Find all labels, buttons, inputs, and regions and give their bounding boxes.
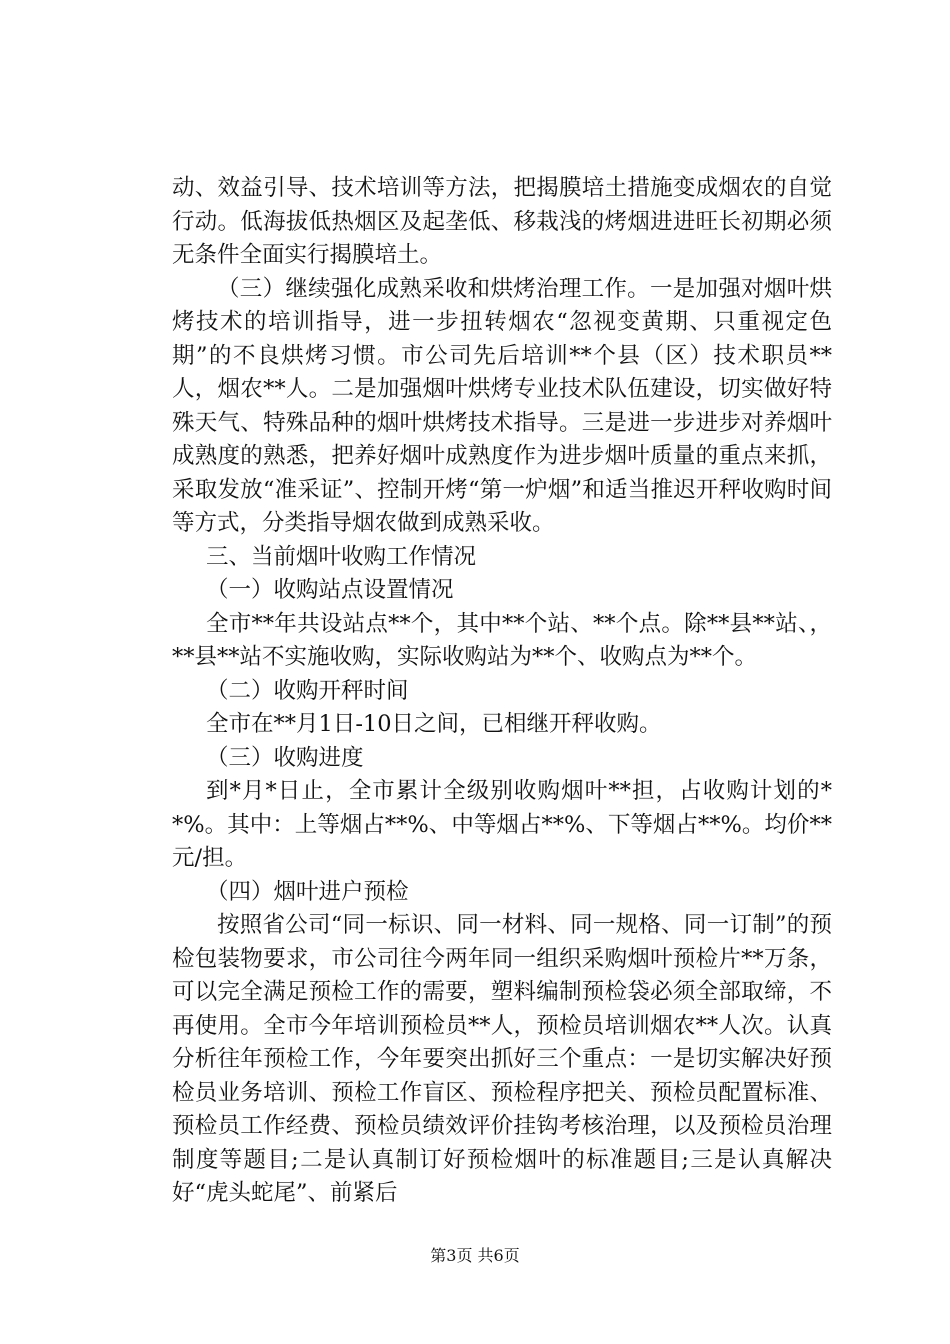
paragraph-continuation: 动、效益引导、技术培训等方法，把揭膜培土措施变成烟农的自觉行动。低海拔低热烟区及起垄低、移栽浅的烤烟进进旺长初期必须无条件全面实行揭膜培土。 — [172, 175, 832, 268]
page-number-footer: 第3页 共6页 — [430, 1246, 520, 1265]
paragraph-ripening-curing: （三）继续强化成熟采收和烘烤治理工作。一是加强对烟叶烘烤技术的培训指导，进一步扭转烟农“忽视变黄期、只重视定色期”的不良烘烤习惯。市公司先后培训**个县（区）技术职员**人，烟农**人。二是加强烟叶烘烤专业技术队伍建设，切实做好特殊天气、特殊品种的烟叶烘烤技术指导。三是进一步进步对养烟叶成熟度的熟悉，把养好烟叶成熟度作为进步烟叶质量的重点来抓，采取发放“准采证”、控制开烤“第一炉烟”和适当推迟开秤收购时间等方式，分类指导烟农做到成熟采收。 — [172, 275, 832, 536]
paragraph-precheck: 按照省公司“同一标识、同一材料、同一规格、同一订制”的预检包装物要求，市公司往今两年同一组织采购烟叶预检片**万条，可以完全满足预检工作的需要，塑料编制预检袋必须全部取缔，不再使用。全市今年培训预检员**人，预检员培训烟农**人次。认真分析往年预检工作，今年要突出抓好三个重点：一是切实解决好预检员业务培训、预检工作盲区、预检程序把关、预检员配置标准、预检员工作经费、预检员绩效评价挂钩考核治理，以及预检员治理制度等题目;二是认真制订好预检烟叶的标准题目;三是认真解决好“虎头蛇尾”、前紧后 — [172, 912, 832, 1206]
subheading-opening-time: （二）收购开秤时间 — [206, 677, 409, 704]
paragraph-progress: 到*月*日止，全市累计全级别收购烟叶**担，占收购计划的**%。其中：上等烟占**%、中等烟占**%、下等烟占**%。均价**元/担。 — [172, 778, 832, 871]
section-heading-purchase: 三、当前烟叶收购工作情况 — [206, 543, 477, 570]
paragraph-stations: 全市**年共设站点**个，其中**个站、**个点。除**县**站、，**县**站不实施收购，实际收购站为**个、收购点为**个。 — [172, 610, 832, 670]
paragraph-opening-time: 全市在**月1日-10日之间，已相继开秤收购。 — [206, 711, 662, 737]
document-body — [172, 172, 832, 1211]
subheading-stations: （一）收购站点设置情况 — [206, 577, 454, 603]
subheading-precheck: （四）烟叶进户预检 — [206, 878, 409, 905]
subheading-progress: （三）收购进度 — [206, 744, 364, 771]
